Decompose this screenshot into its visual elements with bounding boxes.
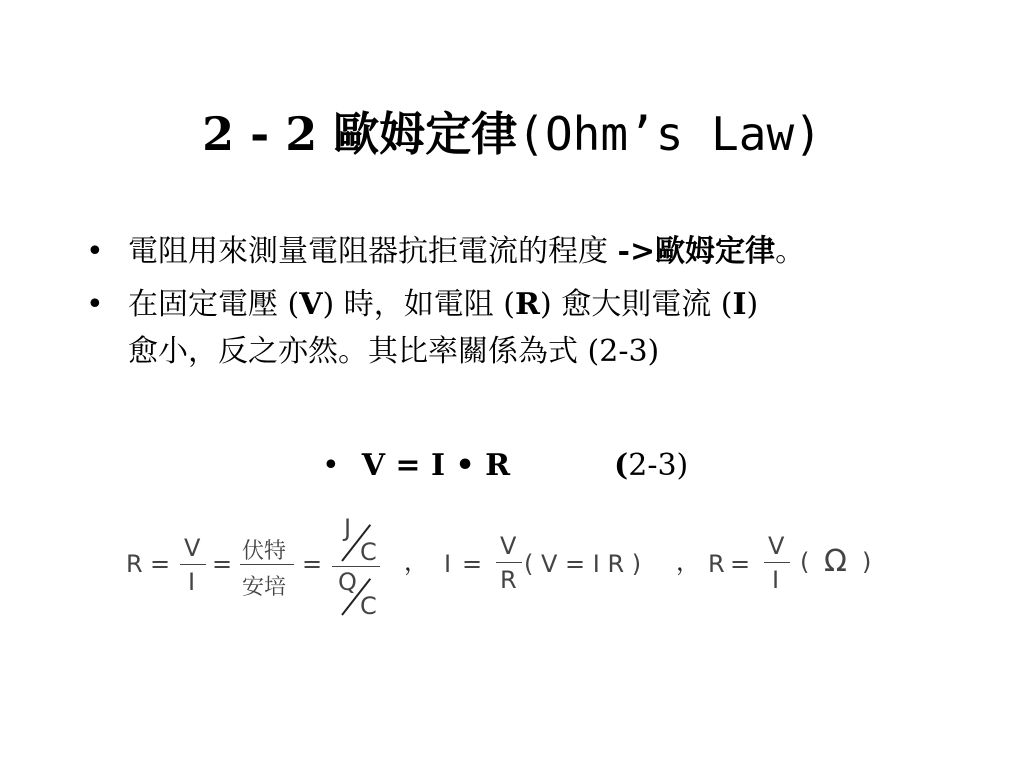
equation-number	[614, 448, 688, 483]
formula-r: R	[708, 550, 725, 578]
bullet-text: 在固定電壓 (	[128, 287, 300, 322]
bullet-arrow: ->	[617, 234, 656, 269]
formula-ohm-close: )	[862, 548, 872, 576]
formula-c-bottom: C	[360, 592, 377, 620]
bullet-text: 電阻用來測量電阻器抗拒電流的程度	[128, 234, 618, 269]
ohm-symbol: Ω	[824, 544, 847, 579]
equation-number-open: (	[614, 448, 629, 483]
bullet-dot: •	[86, 287, 104, 322]
fraction-bar	[240, 564, 294, 565]
bullet-text: )	[746, 287, 759, 322]
formula-j: J	[344, 514, 352, 542]
formula-r: R	[126, 550, 143, 578]
formula-equals: =	[302, 550, 323, 578]
formula-r-denominator: R	[500, 566, 517, 594]
bullet-list	[86, 228, 946, 381]
formula-q: Q	[338, 568, 357, 596]
formula-equals: =	[462, 550, 483, 578]
equation-number-text: 2-3)	[628, 448, 689, 483]
formula-image	[120, 512, 900, 622]
fraction-bar	[764, 562, 790, 563]
ohms-law-equation: V = I • R	[361, 448, 511, 483]
fraction-bar	[332, 566, 380, 567]
formula-volt: 伏特	[242, 539, 287, 564]
bullet-item-resistance	[86, 228, 946, 275]
formula-ampere: 安培	[242, 575, 287, 600]
formula-i: I	[444, 550, 452, 578]
bullet-text: ) 愈大則電流 (	[539, 287, 733, 322]
formula-v-numerator: V	[500, 532, 517, 560]
symbol-i: I	[732, 287, 747, 322]
formula-i-denominator: I	[772, 566, 780, 594]
bullet-tail: 。	[775, 234, 806, 269]
formula-comma: ，	[404, 548, 428, 576]
formula-equals: =	[212, 550, 233, 578]
title-number: 2 - 2	[202, 107, 334, 161]
formula-vir: ( V = I R )	[524, 550, 642, 578]
bullet-dot: •	[322, 448, 340, 483]
formula-v-numerator: V	[768, 532, 785, 560]
symbol-r: R	[515, 287, 540, 322]
bullet-item-relation	[86, 281, 946, 375]
formula-ohm-open: (	[800, 548, 810, 576]
formula-v-numerator: V	[184, 534, 201, 562]
formula-equals: =	[150, 550, 171, 578]
sub-bullet-equation	[322, 446, 688, 486]
fraction-bar	[180, 564, 206, 565]
formula-i-denominator: I	[188, 568, 196, 596]
bullet-text: ) 時，如電阻 (	[322, 287, 516, 322]
title-english: (Ohm’s Law)	[517, 107, 822, 161]
title-chinese: 歐姆定律	[333, 107, 518, 161]
formula-equals: =	[730, 550, 751, 578]
formula-comma: ，	[676, 548, 700, 576]
bullet-dot: •	[86, 234, 104, 269]
bullet-emphasis: 歐姆定律	[655, 234, 776, 269]
slide-title	[0, 98, 1024, 164]
formula-c-top: C	[360, 538, 377, 566]
fraction-bar	[496, 562, 522, 563]
symbol-v: V	[299, 287, 323, 322]
bullet-text-line2: 愈小，反之亦然。其比率關係為式 (2-3)	[128, 334, 660, 369]
